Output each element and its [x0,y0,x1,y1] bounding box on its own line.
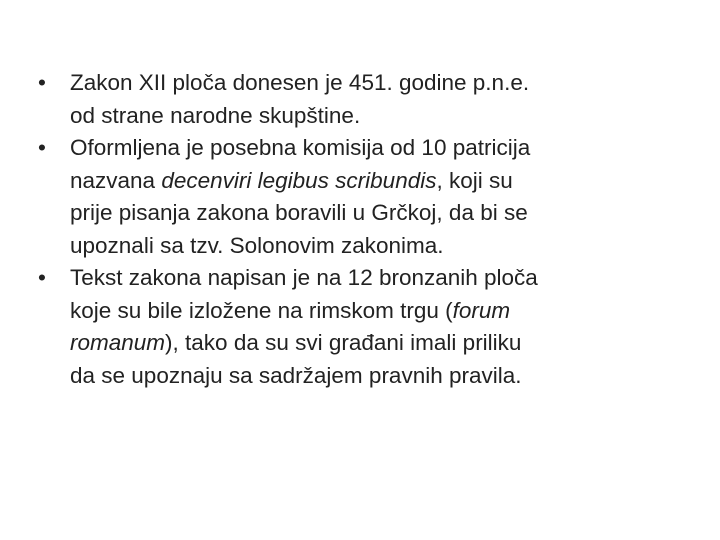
bullet-item-2 [36,132,696,262]
bullet-text [70,132,696,262]
latin-term: forum [452,297,511,323]
text-line: prije pisanja zakona boravili u Grčkoj, da bi se [70,200,528,225]
bullet-item-3 [36,262,696,392]
bullet-list [36,67,696,392]
bullet-marker: • [38,135,46,160]
latin-term: decenviri legibus scribundis [161,167,437,193]
text-line: Tekst zakona napisan je na 12 bronzanih ploča [70,265,538,290]
bullet-item-1 [36,67,696,132]
text-line: Zakon XII ploča donesen je 451. godine p.n.e. [70,70,530,95]
text-line: upoznali sa tzv. Solonovim zakonima. [70,232,444,258]
latin-term: romanum [70,330,166,355]
text-line: koje su bile izložene na rimskom trgu (forum [70,297,511,323]
bullet-marker: • [38,265,46,290]
bullet-text [70,262,696,392]
text-line: romanum), tako da su svi građani imali priliku [70,330,522,355]
text-line: da se upoznaju sa sadržajem pravnih pravila. [70,362,522,388]
text-line: Oformljena je posebna komisija od 10 patricija [70,135,531,160]
bullet-marker: • [38,70,46,95]
text-line: nazvana decenviri legibus scribundis, koji su [70,167,513,193]
text-line: od strane narodne skupštine. [70,102,361,128]
bullet-text [70,67,696,132]
